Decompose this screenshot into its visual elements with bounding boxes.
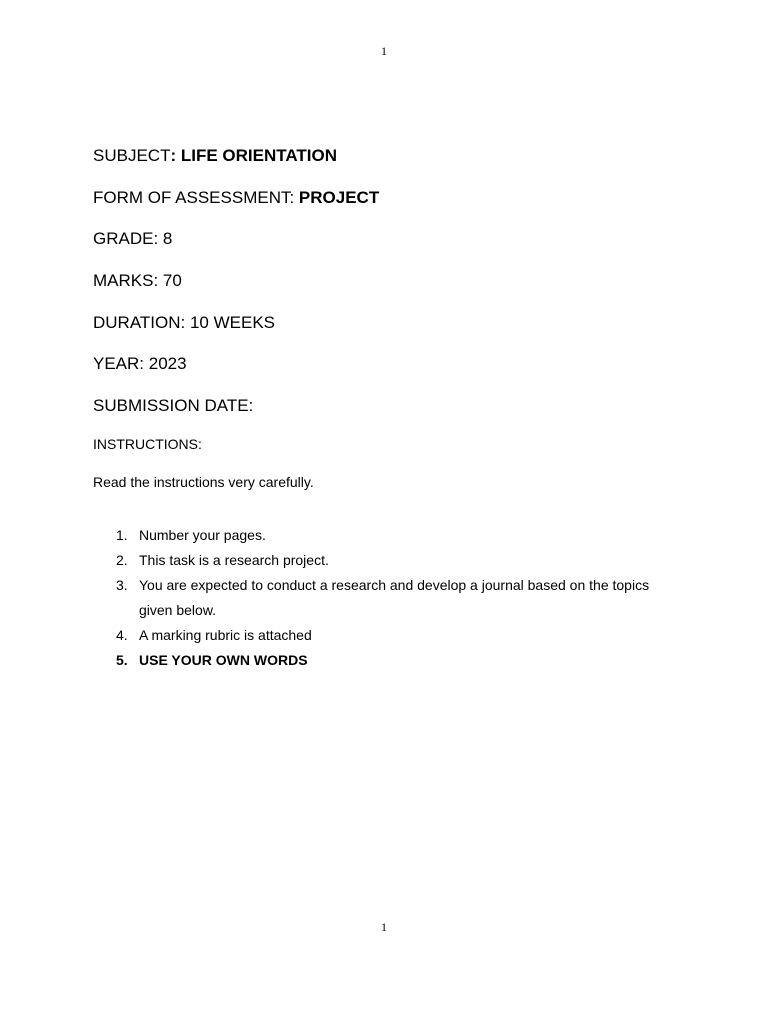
form-of-assessment-value: PROJECT [298,188,380,207]
grade-field: GRADE: 8 [93,229,173,248]
list-item [116,523,676,548]
list-item-text: A marking rubric is attached [139,627,312,643]
subject-label: SUBJECT [93,146,171,165]
list-item-number: 5. [116,652,128,668]
instructions-intro: Read the instructions very carefully. [93,474,314,490]
duration-field: DURATION: 10 WEEKS [93,313,275,332]
form-of-assessment-label: FORM OF ASSESSMENT: [93,188,299,207]
subject-value: : LIFE ORIENTATION [170,146,337,165]
year-field: YEAR: 2023 [93,354,187,373]
list-item-number: 2. [116,552,128,568]
subject-field [93,146,337,166]
list-item [116,623,676,648]
submission-date-field: SUBMISSION DATE: [93,396,254,415]
instructions-heading: INSTRUCTIONS: [93,436,202,452]
list-item-text: You are expected to conduct a research and develop a journal based on the topics given below. [139,577,650,618]
list-item [116,648,676,673]
list-item [116,548,676,573]
footer-page-number: 1 [381,920,387,934]
marks-field: MARKS: 70 [93,271,182,290]
instructions-list [116,523,676,673]
header-page-number: 1 [381,44,387,58]
form-of-assessment-field [93,188,379,208]
list-item-number: 4. [116,627,128,643]
list-item-text: USE YOUR OWN WORDS [139,652,308,668]
list-item-text: Number your pages. [139,527,266,543]
list-item-text: This task is a research project. [139,552,329,568]
list-item-number: 3. [116,577,128,593]
list-item [116,573,676,623]
list-item-number: 1. [116,527,128,543]
